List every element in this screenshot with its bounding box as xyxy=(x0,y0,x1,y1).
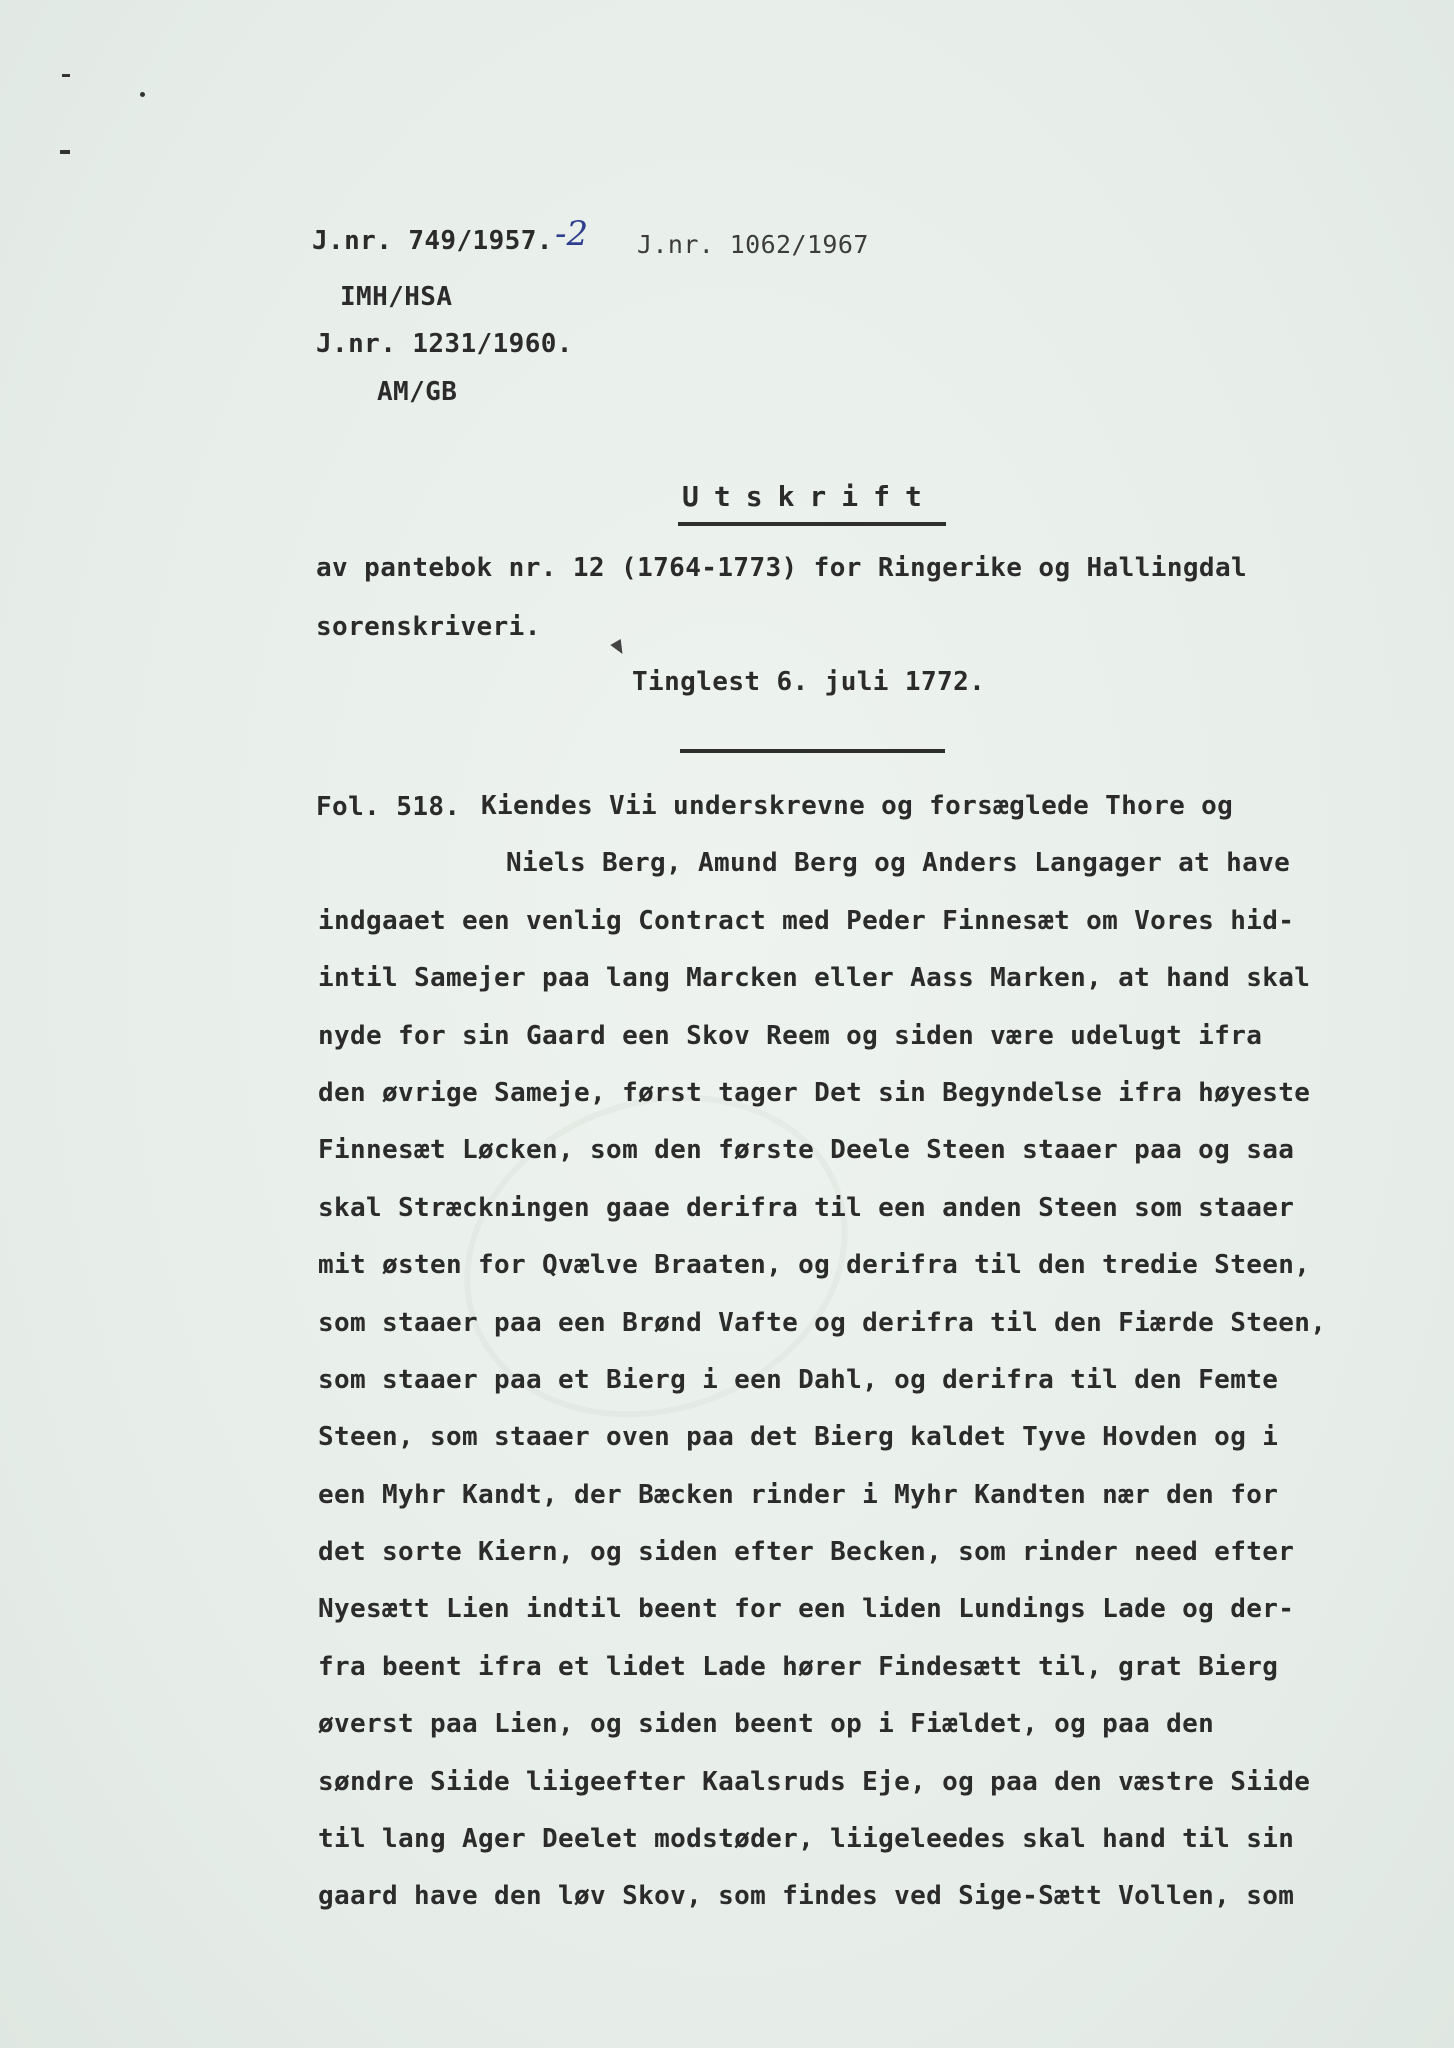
margin-mark xyxy=(140,92,145,97)
transcription-body xyxy=(318,778,1418,1926)
body-line: nyde for sin Gaard een Skov Reem og siden være udelugt ifra xyxy=(318,1020,1263,1051)
registration-date: Tinglest 6. juli 1772. xyxy=(632,667,986,697)
initials-1: IMH/HSA xyxy=(340,282,453,312)
body-line: Finnesæt Løcken, som den første Deele Steen staaer paa og saa xyxy=(318,1135,1295,1166)
section-divider xyxy=(680,749,945,753)
document-title: Utskrift xyxy=(682,480,937,513)
body-line: gaard have den løv Skov, som findes ved Sige-Sætt Vollen, som xyxy=(318,1881,1295,1912)
body-line: mit østen for Qvælve Braaten, og derifra til den tredie Steen, xyxy=(318,1250,1311,1281)
handwritten-annotation: -2 xyxy=(555,214,589,254)
stray-mark xyxy=(610,639,627,657)
body-line: øverst paa Lien, og siden beent op i Fiældet, og paa den xyxy=(318,1709,1215,1740)
body-line: Steen, som staaer oven paa det Bierg kaldet Tyve Hovden og i xyxy=(318,1422,1279,1453)
subtitle-line-2: sorenskriveri. xyxy=(316,612,541,642)
body-line: som staaer paa et Bierg i een Dahl, og derifra til den Femte xyxy=(318,1364,1279,1395)
body-line: som staaer paa een Brønd Vafte og derifra til den Fiærde Steen, xyxy=(318,1307,1327,1338)
body-line: fra beent ifra et lidet Lade hører Findesætt til, grat Bierg xyxy=(318,1651,1279,1682)
body-line: til lang Ager Deelet modstøder, liigeleedes skal hand til sin xyxy=(318,1824,1295,1855)
journal-ref-2: J.nr. 1062/1967 xyxy=(637,230,869,259)
body-line: Nyesætt Lien indtil beent for een liden Lundings Lade og der- xyxy=(318,1594,1295,1625)
body-line: søndre Siide liigeefter Kaalsruds Eje, og paa den væstre Siide xyxy=(318,1766,1311,1797)
body-line: indgaaet een venlig Contract med Peder Finnesæt om Vores hid- xyxy=(318,905,1295,936)
initials-2: AM/GB xyxy=(377,377,458,407)
body-line: Niels Berg, Amund Berg og Anders Langager at have xyxy=(506,848,1291,879)
body-line: skal Stræckningen gaae derifra til een anden Steen som staaer xyxy=(318,1192,1295,1223)
body-line: det sorte Kiern, og siden efter Becken, som rinder need efter xyxy=(318,1537,1295,1568)
body-line: intil Samejer paa lang Marcken eller Aass Marken, at hand skal xyxy=(318,963,1311,994)
body-line: Kiendes Vii underskrevne og forsæglede Thore og xyxy=(481,791,1234,821)
journal-ref-1: J.nr. 749/1957. xyxy=(312,226,553,256)
subtitle-line-1: av pantebok nr. 12 (1764-1773) for Ringerike og Hallingdal xyxy=(316,553,1248,583)
margin-mark xyxy=(60,150,70,154)
folio-number: Fol. 518. xyxy=(316,792,461,822)
margin-mark xyxy=(62,74,70,77)
title-underline xyxy=(678,522,946,526)
body-line: een Myhr Kandt, der Bæcken rinder i Myhr Kandten nær den for xyxy=(318,1479,1279,1510)
body-line: den øvrige Sameje, først tager Det sin Begyndelse ifra høyeste xyxy=(318,1077,1311,1108)
journal-ref-3: J.nr. 1231/1960. xyxy=(316,329,573,359)
